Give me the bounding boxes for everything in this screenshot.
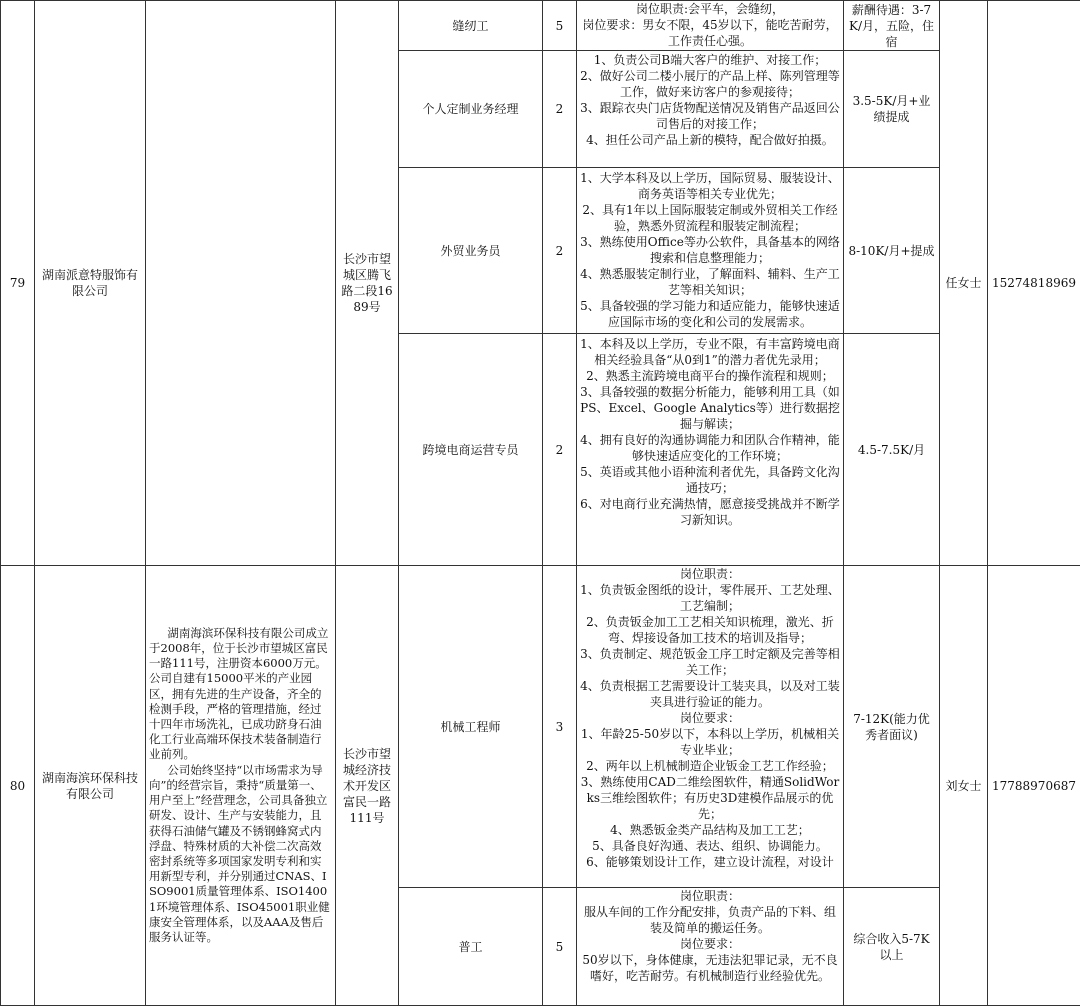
- description-paragraph: 湖南海滨环保科技有限公司成立于2008年，位于长沙市望城区富民一路111号，注册资本6000万元。公司自建有15000平米的产业园区，拥有先进的生产设备，齐全的检测手段，严格的管理措施，经过十四年市场洗礼，已成功跻身石油化工行业高端环保技术装备制造行业前列。: [149, 626, 332, 763]
- job-count: 5: [543, 1, 577, 51]
- job-row: [1, 566, 1080, 888]
- contact-phone: 17788970687: [988, 566, 1080, 1006]
- job-count: 2: [543, 168, 577, 334]
- duty-line: 岗位要求：男女不限，45岁以下，能吃苦耐劳，工作责任心强。: [580, 17, 840, 49]
- job-salary: 薪酬待遇：3-7K/月，五险，住宿: [844, 1, 940, 51]
- company-name: 湖南派意特服饰有限公司: [35, 1, 146, 566]
- job-salary: 3.5-5K/月+业绩提成: [844, 51, 940, 168]
- duty-line: 6、能够策划设计工作，建立设计流程，对设计: [580, 854, 840, 870]
- duty-line: 岗位要求：: [580, 936, 840, 952]
- row-number: 80: [1, 566, 35, 1006]
- job-title: 机械工程师: [399, 566, 543, 888]
- duty-line: 2、做好公司二楼小展厅的产品上样、陈列管理等工作，做好来访客户的参观接待；: [580, 68, 840, 100]
- job-duties: [577, 51, 844, 168]
- job-salary: 4.5-7.5K/月: [844, 334, 940, 566]
- contact-person: 刘女士: [940, 566, 988, 1006]
- job-title: 普工: [399, 888, 543, 1006]
- job-title: 缝纫工: [399, 1, 543, 51]
- job-count: 2: [543, 51, 577, 168]
- duty-line: 1、年龄25-50岁以下，本科以上学历，机械相关专业毕业；: [580, 726, 840, 758]
- duty-line: 岗位职责:会平车，会缝纫，: [580, 1, 840, 17]
- job-duties: [577, 1, 844, 51]
- job-salary: 综合收入5-7K以上: [844, 888, 940, 1006]
- job-title: 个人定制业务经理: [399, 51, 543, 168]
- duty-line: 岗位职责：: [580, 888, 840, 904]
- job-duties: [577, 168, 844, 334]
- duty-line: 岗位职责：: [580, 566, 840, 582]
- job-duties: [577, 334, 844, 566]
- description-paragraph: 公司始终坚持“以市场需求为导向”的经营宗旨，秉持“质量第一、用户至上”经营理念，公司具备独立研发、设计、生产与安装能力，且获得石油储气罐及不锈钢蜂窝式内浮盘、特殊材质的大补偿二次高效密封系统等多项国家发明专利和实用新型专利，并分别通过CNAS、ISO9001质量管理体系、ISO14001环境管理体系、ISO45001职业健康安全管理体系，以及AAA及售后服务认证等。: [149, 763, 332, 945]
- contact-phone: 15274818969: [988, 1, 1080, 566]
- duty-line: 5、具备良好沟通、表达、组织、协调能力。: [580, 838, 840, 854]
- duty-line: 5、英语或其他小语种流利者优先，具备跨文化沟通技巧；: [580, 464, 840, 496]
- job-duties: [577, 566, 844, 888]
- duty-line: 4、拥有良好的沟通协调能力和团队合作精神，能够快速适应变化的工作环境；: [580, 432, 840, 464]
- job-row: [1, 1, 1080, 51]
- duty-line: 岗位要求：: [580, 710, 840, 726]
- job-count: 2: [543, 334, 577, 566]
- row-number: 79: [1, 1, 35, 566]
- duty-line: 2、负责钣金加工工艺相关知识梳理，激光、折弯、焊接设备加工技术的培训及指导；: [580, 614, 840, 646]
- job-salary: 8-10K/月+提成: [844, 168, 940, 334]
- company-name: 湖南海滨环保科技有限公司: [35, 566, 146, 1006]
- duty-line: 1、负责钣金图纸的设计，零件展开、工艺处理、工艺编制；: [580, 582, 840, 614]
- job-title: 外贸业务员: [399, 168, 543, 334]
- company-address: 长沙市望城区腾飞路二段1689号: [336, 1, 399, 566]
- duty-line: 3、跟踪衣央门店货物配送情况及销售产品返回公司售后的对接工作；: [580, 100, 840, 132]
- contact-person: 任女士: [940, 1, 988, 566]
- duty-line: 4、负责根据工艺需要设计工装夹具，以及对工装夹具进行验证的能力。: [580, 678, 840, 710]
- job-title: 跨境电商运营专员: [399, 334, 543, 566]
- duty-line: 3、熟练使用CAD二维绘图软件，精通SolidWorks三维绘图软件；有历史3D建模作品展示的优先；: [580, 774, 840, 822]
- duty-line: 3、熟练使用Office等办公软件，具备基本的网络搜索和信息整理能力；: [580, 234, 840, 266]
- duty-line: 3、具备较强的数据分析能力，能够利用工具（如PS、Excel、Google Analytics等）进行数据挖掘与解读；: [580, 384, 840, 432]
- job-salary: 7-12K(能力优秀者面议): [844, 566, 940, 888]
- duty-line: 1、本科及以上学历，专业不限，有丰富跨境电商相关经验具备“从0到1”的潜力者优先录用；: [580, 336, 840, 368]
- job-count: 3: [543, 566, 577, 888]
- duty-line: 3、负责制定、规范钣金工序工时定额及完善等相关工作；: [580, 646, 840, 678]
- duty-line: 服从车间的工作分配安排，负责产品的下料、组装及简单的搬运任务。: [580, 904, 840, 936]
- duty-line: 1、负责公司B端大客户的维护、对接工作；: [580, 52, 840, 68]
- duty-line: 2、两年以上机械制造企业钣金工艺工作经验；: [580, 758, 840, 774]
- job-duties: [577, 888, 844, 1006]
- duty-line: 4、熟悉服装定制行业，了解面料、辅料、生产工艺等相关知识；: [580, 266, 840, 298]
- company-address: 长沙市望城经济技术开发区富民一路111号: [336, 566, 399, 1006]
- job-count: 5: [543, 888, 577, 1006]
- duty-line: 50岁以下，身体健康，无违法犯罪记录，无不良嗜好，吃苦耐劳。有机械制造行业经验优先。: [580, 952, 840, 984]
- duty-line: 6、对电商行业充满热情，愿意接受挑战并不断学习新知识。: [580, 496, 840, 528]
- company-description: [146, 566, 336, 1006]
- duty-line: 4、担任公司产品上新的模特，配合做好拍摄。: [580, 132, 840, 148]
- company-description: [146, 1, 336, 566]
- duty-line: 1、大学本科及以上学历，国际贸易、服装设计、商务英语等相关专业优先；: [580, 170, 840, 202]
- duty-line: 2、具有1年以上国际服装定制或外贸相关工作经验，熟悉外贸流程和服装定制流程；: [580, 202, 840, 234]
- duty-line: 2、熟悉主流跨境电商平台的操作流程和规则；: [580, 368, 840, 384]
- duty-line: 4、熟悉钣金类产品结构及加工工艺；: [580, 822, 840, 838]
- duty-line: 5、具备较强的学习能力和适应能力，能够快速适应国际市场的变化和公司的发展需求。: [580, 298, 840, 330]
